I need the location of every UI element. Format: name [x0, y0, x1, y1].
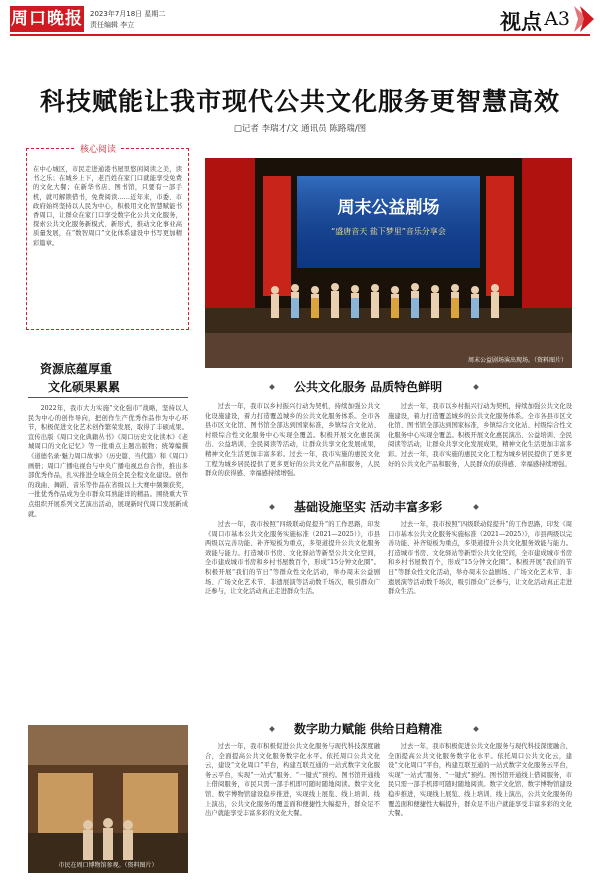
section-1-heading-line2: 文化硕果累累: [48, 380, 121, 394]
section-1-text: 2022年，我市大力实施“文化强市”战略，坚持以人民为中心的创作导向，把创作生产优秀作品作为中心环节，积极促进文化艺术创作繁荣发展，取得了丰硕成果。宣传出版《周口文化典籍丛书》《周口历史文化读本》《老城周口的文化记忆》等一批重点主题出版物；统筹编撰《道德名录·魅力周口故事》（历史篇、当代篇）和《周口》画册；周口广播电视台与中央广播电视总台合作，推出多部优秀作品，扎实推进全域全员全民全程文化建设。创作的戏曲、舞蹈、音乐等作品在省级以上大赛中频频获奖，一批优秀作品成为全市群众耳熟能详的精品。围绕重大节点组织开展系列文艺演出活动，展现新时代周口发展新成就。: [28, 405, 188, 518]
museum-photo-caption: 市民在周口博物馆参观。（资料图片）: [58, 862, 158, 869]
article-byline: □记者 李瑞才/文 通讯员 陈路瑞/图: [233, 124, 367, 134]
issue-date: 2023年7月18日 星期二: [90, 10, 166, 18]
section-2-dot-left: [269, 384, 275, 390]
editor-credit: 责任编辑 李立: [90, 21, 135, 29]
masthead-logo: 周口晚报: [10, 6, 84, 32]
banner-subtitle: “盛唐音天 盐下梦里”音乐分享会: [331, 227, 446, 236]
article-headline: 科技赋能让我市现代公共文化服务更智慧高效: [39, 87, 560, 116]
section-4-dot-left: [269, 726, 275, 732]
section-4-dot-right: [473, 726, 479, 732]
core-reading-box: [26, 145, 189, 330]
core-reading-text: 在中心城区，市民走进通港书屋里悠闲阅读之美，读书之乐；在城乡上下，老百姓在家门口就能享受免费的文化大餐；在新华书店、图书馆，只要有一部手机，就可解锁借书，免费阅读……近年来，市委、市政府始终坚持以人民为中心，积极用文化智慧赋能书香周口，让群众在家门口享受数字化公共文化服务，探索公共文化服务新模式、新形式，推动文化事业高质量发展，在“数智周口”文化体系建设中书写更加精彩篇章。: [33, 166, 182, 247]
core-reading-title: 核心阅读: [75, 142, 121, 155]
section-2-text-col2: 过去一年，我市以乡村振兴行动为契机，持续加强公共文化设施建设，着力打造覆盖城乡的公共文化服务体系。全市各县市区文化馆、图书馆全部达到国家标准，乡镇综合文化站、村级综合性文化服务中心实现全覆盖。积极开展文化惠民演出、公益培训、全民阅读等活动，让群众共享文化发展成果，精神文化生活更加丰富多彩。过去一年，我市实施的惠民文化工程为城乡居民提供了更多更好的公共文化产品和服务，人民群众的获得感、幸福感持续增强。: [388, 403, 572, 468]
section-3-dot-left: [269, 504, 275, 510]
section-4-text-col2: 过去一年，我市积极促进公共文化服务与现代科技深度融合，全面提高公共文化服务数字化水平。依托周口公共文化云，建设“文化周口”平台，构建互联互通的一站式数字文化服务云平台，实现“一站式”服务、“一键式”预约。图书馆开通线上借阅服务，市民只需一部手机即可随时随地阅读。数字文化馆、数字博物馆建设稳步推进，实现线上展览、线上培训、线上演出，公共文化服务的覆盖面和便捷性大幅提升，群众足不出户就能享受丰富多彩的文化大餐。: [388, 743, 572, 818]
museum-illustration: [28, 725, 188, 873]
theater-photo: [205, 158, 572, 368]
section-label: 视点: [500, 10, 542, 34]
stage-illustration: [205, 158, 572, 368]
section-3-text-col1: 过去一年，我市按照“四级联动促提升”的工作思路，印发《周口市基本公共文化服务实施标准（2021—2025）》，市县两级以完善功能、补齐短板为重点，多渠道提升公共文化服务效能与能力。打造城市书房、文化驿站等新型公共文化空间，全市建成城市书房和乡村书屋数百个，形成“15分钟文化圈”。积极开展“我们的节日”等群众性文化活动，举办周末公益剧场、广场文化艺术节、非遗展演等活动数千场次，吸引群众广泛参与，让文化活动真正走进群众生活。: [205, 521, 380, 596]
masthead-rule: [10, 34, 590, 36]
section-2-text-col1: 过去一年，我市以乡村振兴行动为契机，持续加强公共文化设施建设，着力打造覆盖城乡的公共文化服务体系。全市各县市区文化馆、图书馆全部达到国家标准，乡镇综合文化站、村级综合性文化服务中心实现全覆盖。积极开展文化惠民演出、公益培训、全民阅读等活动，让群众共享文化发展成果，精神文化生活更加丰富多彩。过去一年，我市实施的惠民文化工程为城乡居民提供了更多更好的公共文化产品和服务，人民群众的获得感、幸福感持续增强。: [205, 403, 380, 478]
section-2-dot-right: [473, 384, 479, 390]
section-4-text-col1: 过去一年，我市积极促进公共文化服务与现代科技深度融合，全面提高公共文化服务数字化水平。依托周口公共文化云，建设“文化周口”平台，构建互联互通的一站式数字文化服务云平台，实现“一站式”服务、“一键式”预约。图书馆开通线上借阅服务，市民只需一部手机即可随时随地阅读。数字文化馆、数字博物馆建设稳步推进，实现线上展览、线上培训、线上演出，公共文化服务的覆盖面和便捷性大幅提升，群众足不出户就能享受丰富多彩的文化大餐。: [205, 743, 380, 818]
section-1-heading-line1: 资源底蕴厚重: [40, 362, 113, 376]
section-3-text-col2: 过去一年，我市按照“四级联动促提升”的工作思路，印发《周口市基本公共文化服务实施标准（2021—2025）》，市县两级以完善功能、补齐短板为重点，多渠道提升公共文化服务效能与能力。打造城市书房、文化驿站等新型公共文化空间，全市建成城市书房和乡村书屋数百个，形成“15分钟文化圈”。积极开展“我们的节日”等群众性文化活动，举办周末公益剧场、广场文化艺术节、非遗展演等活动数千场次，吸引群众广泛参与，让文化活动真正走进群众生活。: [388, 521, 572, 596]
banner-title: 周末公益剧场: [337, 198, 440, 218]
section-1-rule: [28, 397, 188, 398]
chevron-arrow-icon: [574, 6, 594, 32]
museum-photo: [28, 725, 188, 873]
photo-caption: 周末公益剧场演出现场。（资料图片）: [467, 357, 567, 364]
section-3-heading: 基础设施坚实 活动丰富多彩: [294, 500, 443, 514]
section-3-dot-right: [473, 504, 479, 510]
section-2-heading: 公共文化服务 品质特色鲜明: [294, 380, 443, 394]
section-4-heading: 数字助力赋能 供给日趋精准: [294, 722, 443, 736]
page-number: A3: [544, 8, 570, 30]
